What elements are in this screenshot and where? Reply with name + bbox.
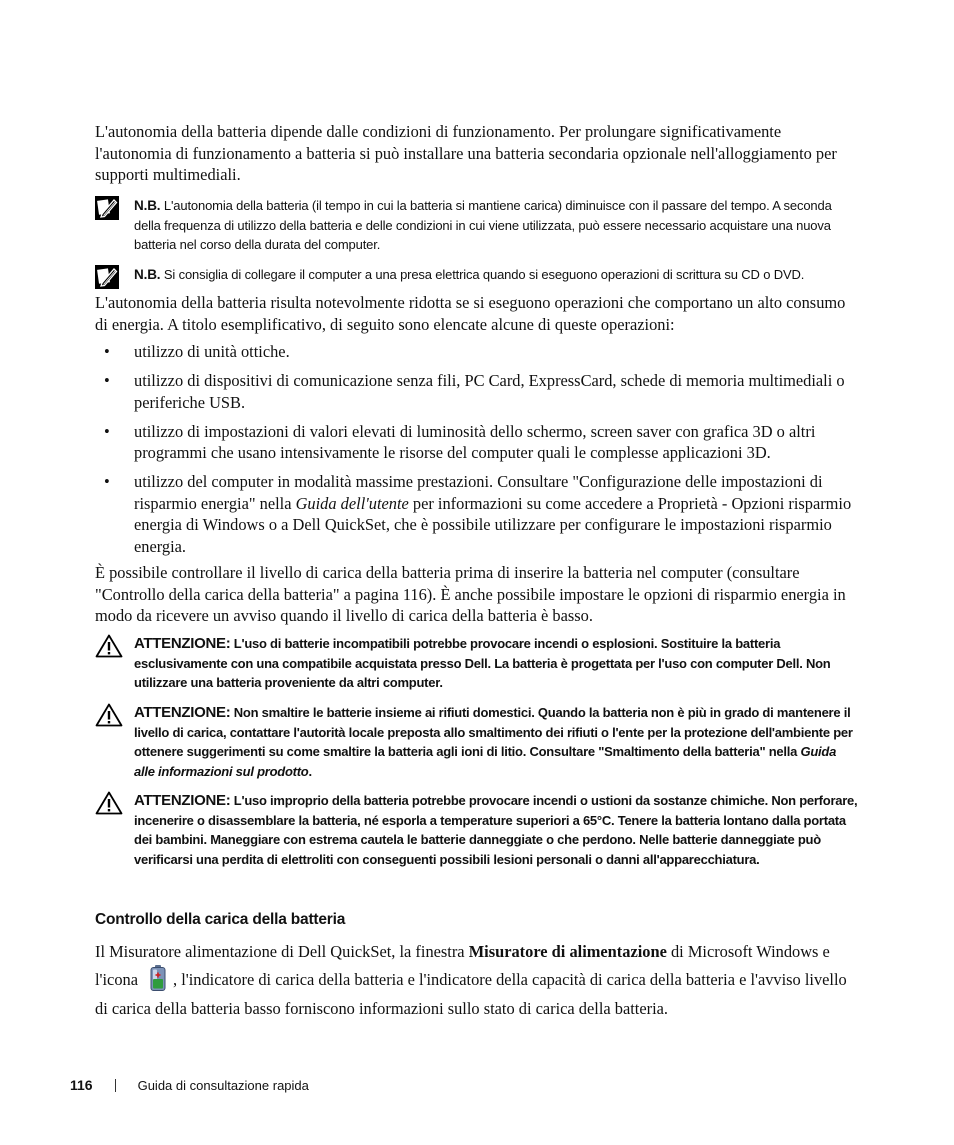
consumption-paragraph: L'autonomia della batteria risulta notevolmente ridotta se si eseguono operazioni che comportano un alto consumo di energia. A titolo esemplificativo, di seguito sono elencate alcune di queste operazioni: [95,293,846,334]
section-paragraph: Il Misuratore alimentazione di Dell QuickSet, la finestra Misuratore di alimentazione di Microsoft Windows e l'icona , l'indicatore di carica della batteria e l'indicatore della capacità di carica della batteria e l'avviso livello di carica della batteria basso forniscono informazioni sullo stato di carica della batteria. [95,942,847,1018]
section-heading: Controllo della carica della batteria [95,911,346,928]
note-pencil-icon [95,196,119,225]
warning-triangle-icon [95,703,123,732]
warning-text: L'uso di batterie incompatibili potrebbe provocare incendi o esplosioni. Sostituire la batteria esclusivamente con una compatibile acquistata presso Dell. La batteria è progettata per l'uso con computer Dell. Non utilizzare una batteria proveniente da altri computer. [134,636,831,690]
note-cd-dvd [95,265,860,285]
operations-list [95,341,860,565]
warning-triangle-icon [95,634,123,663]
note-pencil-icon [95,265,119,294]
check-charge-paragraph: È possibile controllare il livello di carica della batteria prima di inserire la batteria nel computer (consultare "Controllo della carica della batteria" a pagina 116). È anche possibile impostare le opzioni di risparmio energia in modo da ricevere un avviso quando il livello di carica della batteria è basso. [95,563,846,625]
footer-title: Guida di consultazione rapida [137,1078,309,1093]
power-meter-window: Misuratore di alimentazione [468,942,667,961]
list-item: • utilizzo del computer in modalità massime prestazioni. Consultare "Configurazione delle impostazioni di risparmio energia" nella Guida dell'utente per informazioni su come accedere a Proprietà - Opzioni risparmio energia di Windows o a Dell QuickSet, che è possibile utilizzare per configurare le impostazioni risparmio energia. [104,472,852,556]
note-text: L'autonomia della batteria (il tempo in cui la batteria si mantiene carica) diminuisce con il passare del tempo. A seconda della frequenza di utilizzo della batteria e delle condizioni in cui viene utilizzata, può essere necessario acquistare una nuova batteria nel corso della durata del computer. [134,198,832,252]
list-item: • utilizzo di impostazioni di valori elevati di luminosità dello schermo, screen saver con grafica 3D o altri programmi che usano intensivamente le risorse del computer quali le complesse applicazioni 3D. [104,421,816,462]
warning-disposal: ATTENZIONE: Non smaltire le batterie insieme ai rifiuti domestici. Quando la batteria non è più in grado di mantenere il livello di carica, contattare l'autorità locale preposta allo smaltimento dei rifiuti o l'ente per la protezione dell'ambiente per ottenere suggerimenti su come smaltire la batteria agli ioni di litio. Consultare "Smaltimento della batteria" nella Guida alle informazioni sul prodotto. [95,703,860,781]
warning-text: Non smaltire le batterie insieme ai rifiuti domestici. Quando la batteria non è più in grado di mantenere il livello di carica, contattare l'autorità locale preposta allo smaltimento dei rifiuti o l'ente per la protezione dell'ambiente per ottenere suggerimenti su come smaltire la batteria agli ioni di litio. Consultare "Smaltimento della batteria" nella [134,705,853,759]
note-text: Si consiglia di collegare il computer a una presa elettrica quando si eseguono operazioni di scrittura su CD o DVD. [163,267,805,282]
product-info-guide-ref: Guida alle informazioni sul prodotto [134,744,837,779]
warning-triangle-icon [95,791,123,820]
warning-incompatible-batteries [95,634,860,693]
warning-text: L'uso improprio della batteria potrebbe provocare incendi o ustioni da sostanze chimiche. Non perforare, incenerire o disassemblare la batteria, né esporla a temperature superiori a 65°C. Tenere la batteria lontano dalla portata dei bambini. Maneggiare con estrema cautela le batterie danneggiate o che perdono. Nelle batterie danneggiate può verificarsi una perdita di elettroliti con conseguenti possibili lesioni personali o danni all'apparecchiatura. [134,793,858,867]
warning-label: ATTENZIONE: [134,792,231,809]
user-guide-ref: Guida dell'utente [295,493,409,513]
note-battery-life [95,196,860,255]
note-label: N.B. [134,267,161,282]
page-footer [70,1077,309,1093]
warning-label: ATTENZIONE: [134,635,231,652]
warning-misuse [95,791,860,869]
warning-label: ATTENZIONE: [134,704,231,721]
page-number: 116 [70,1077,93,1093]
note-label: N.B. [134,198,161,213]
list-item: • utilizzo di unità ottiche. [104,342,290,361]
footer-divider [115,1079,116,1092]
list-item: • utilizzo di dispositivi di comunicazione senza fili, PC Card, ExpressCard, schede di memoria multimediali o periferiche USB. [104,371,845,412]
intro-paragraph: L'autonomia della batteria dipende dalle condizioni di funzionamento. Per prolungare significativamente l'autonomia di funzionamento a batteria si può installare una batteria secondaria opzionale nell'alloggiamento per supporti multimediali. [95,122,837,184]
battery-icon [148,964,168,999]
